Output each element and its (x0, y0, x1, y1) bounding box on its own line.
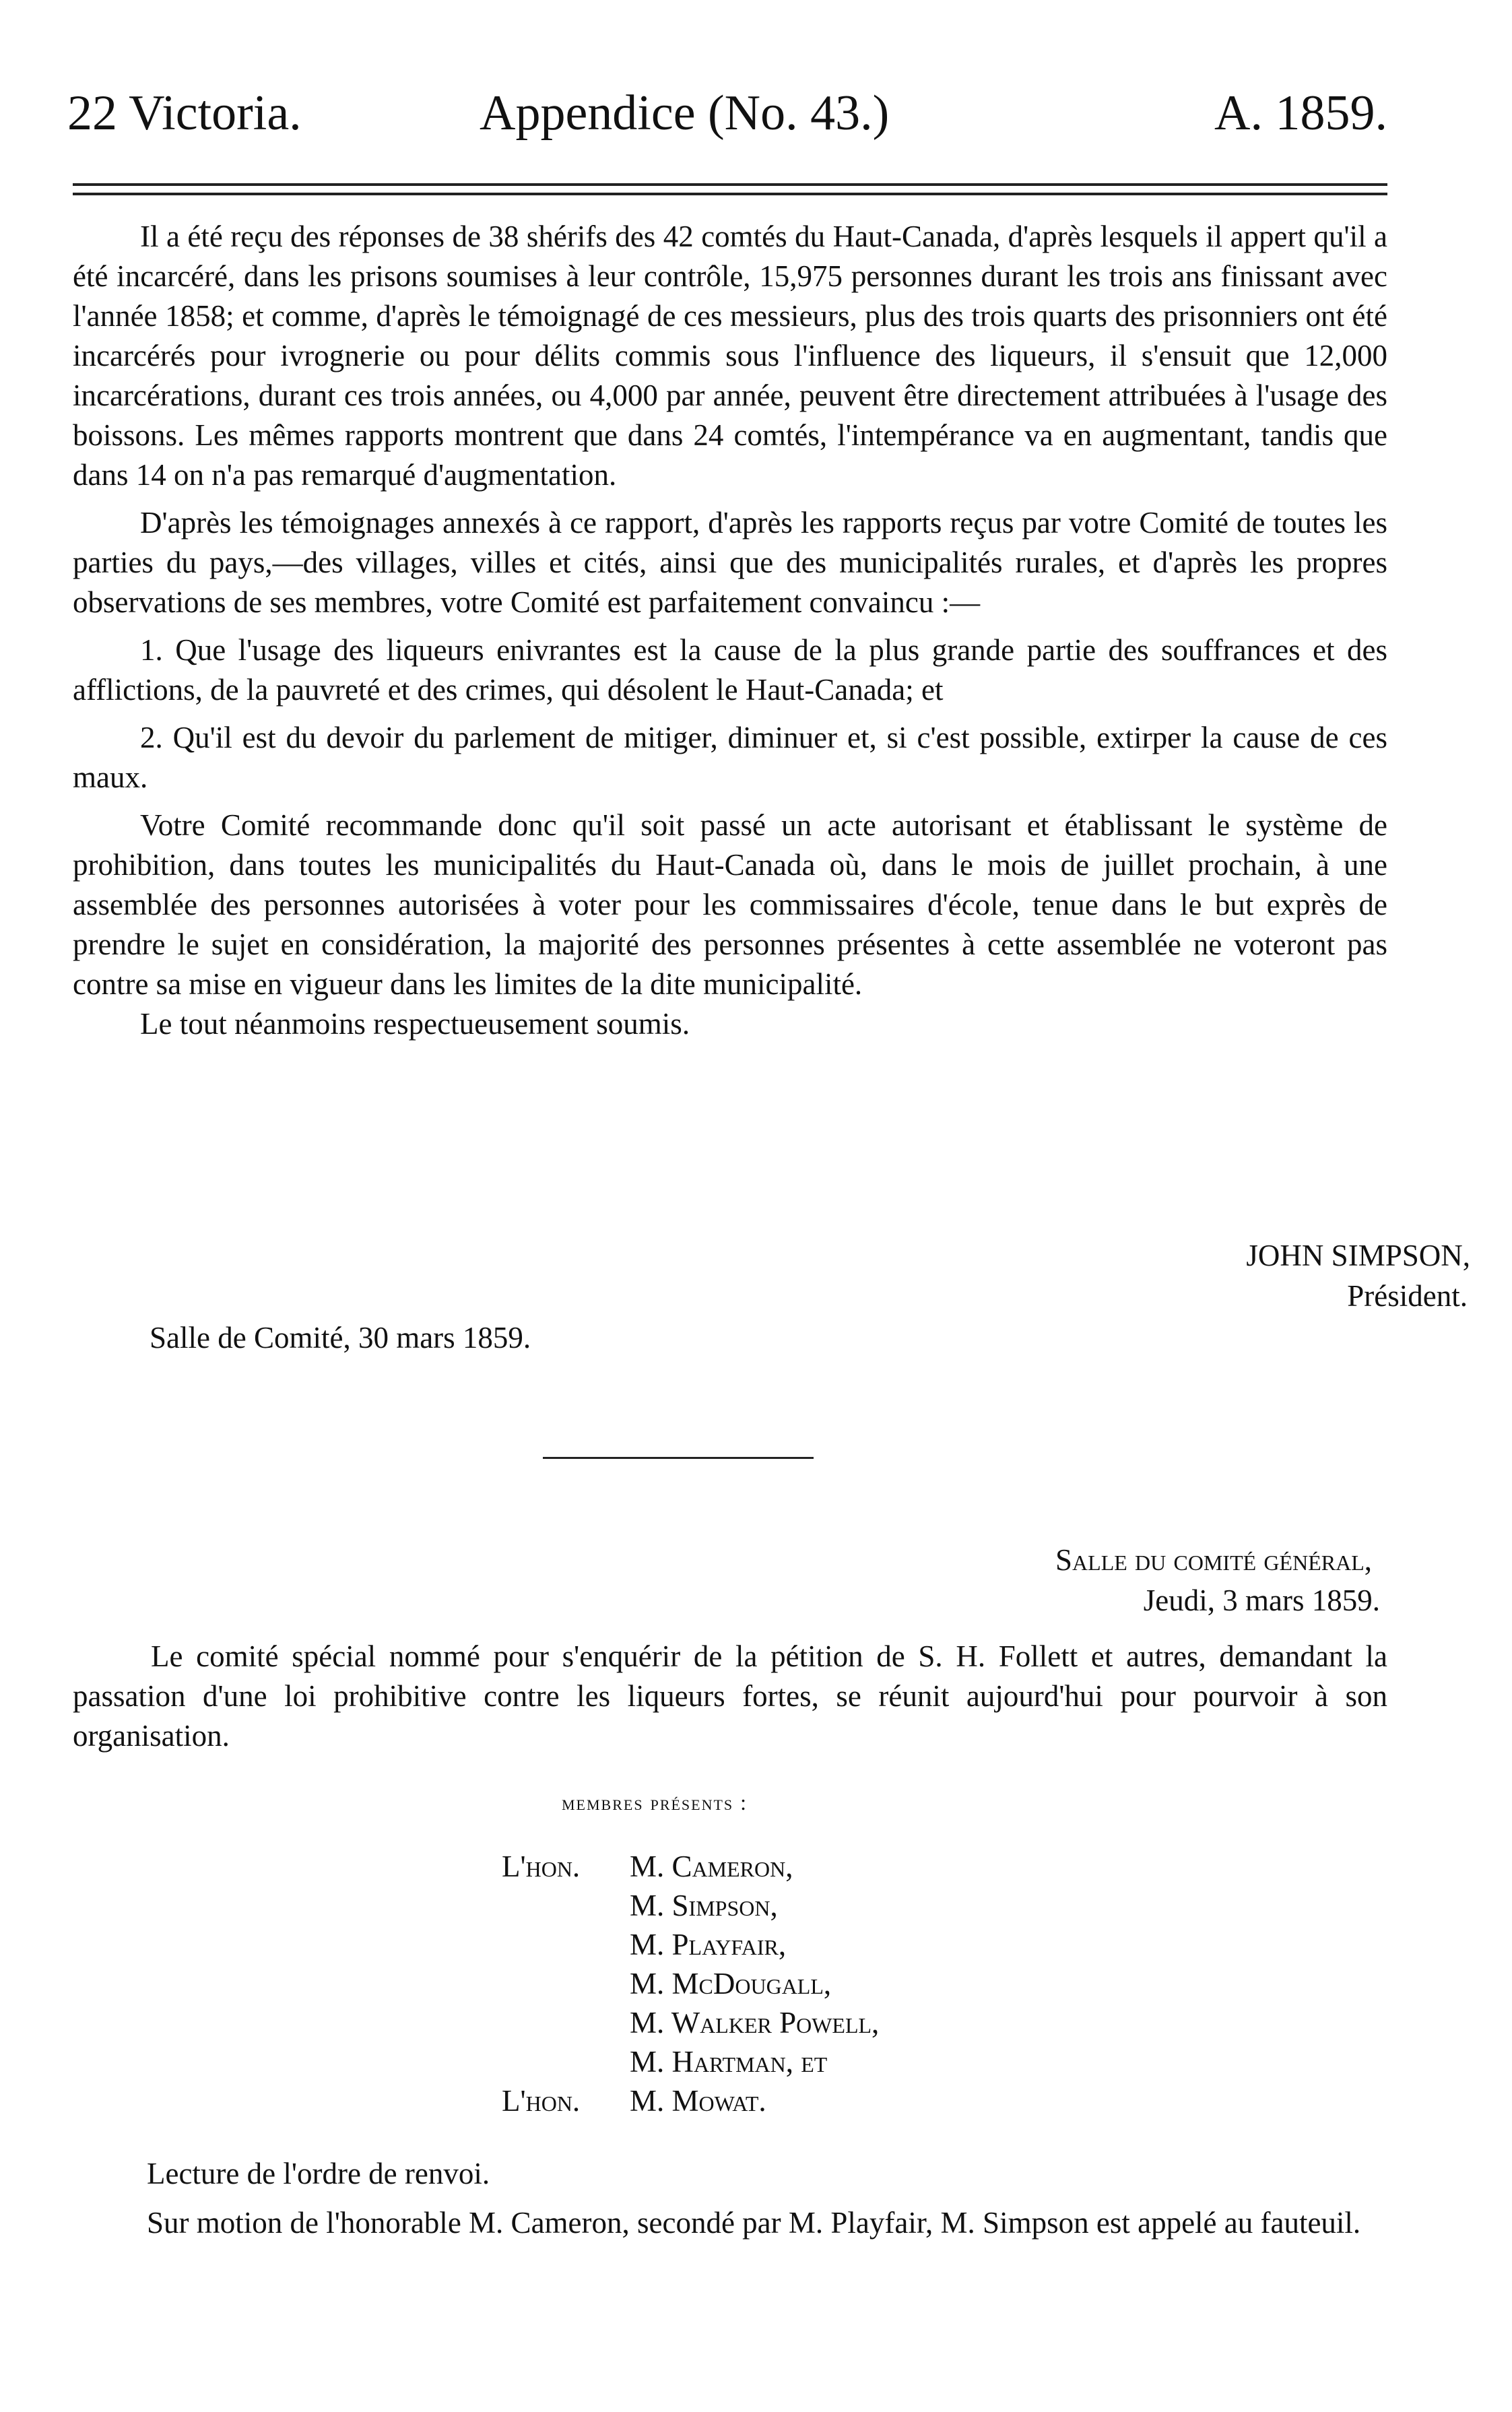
paragraph-point-2: 2. Qu'il est du devoir du parlement de mitiger, diminuer et, si c'est possible, extirper la cause de ces maux. (73, 721, 1387, 794)
header-session: 22 Victoria. (67, 86, 302, 141)
paragraph-sheriffs: Il a été reçu des réponses de 38 shérifs des 42 comtés du Haut-Canada, d'après lesquels il appert qu'il a été incarcéré, dans les prisons soumises à leur contrôle, 15,975 personnes durant les trois ans finissant avec l'année 1858; et comme, d'après le témoignagé de ces messieurs, plus des trois quarts des prisonniers ont été incarcérés pour ivrognerie ou pour délits commis sous l'influence des liqueurs, il s'ensuit que 12,000 incarcérations, durant ces trois années, ou 4,000 par année, peuvent être directement attribuées à l'usage des boissons. Les mêmes rapports montrent que dans 24 comtés, l'intempérance va en augmentant, tandis que dans 14 on n'a pas remarqué d'augmentation. (73, 220, 1387, 492)
member-prefix: L'hon. (502, 2084, 581, 2118)
meeting-intro-block (73, 1637, 1387, 1756)
signature-date: Salle de Comité, 30 mars 1859. (150, 1321, 531, 1355)
member-name: M. Walker Powell, (630, 2006, 880, 2040)
header-appendix: Appendice (No. 43.) (480, 86, 890, 141)
report-body (73, 217, 1387, 1044)
closing-reading: Lecture de l'ordre de renvoi. (147, 2157, 490, 2190)
paragraph-point-1: 1. Que l'usage des liqueurs enivrantes est la cause de la plus grande partie des souffrances et des afflictions, de la pauvreté et des crimes, qui désolent le Haut-Canada; et (73, 633, 1387, 707)
paragraph-recommendation: Votre Comité recommande donc qu'il soit passé un acte autorisant et établissant le système de prohibition, dans toutes les municipalités du Haut-Canada où, dans le mois de juillet prochain, à une assemblée des personnes autorisées à voter pour les commissaires d'école, tenue dans le but exprès de prendre le sujet en considération, la majorité des personnes présentes à cette assemblée ne voteront pas contre sa mise en vigueur dans les limites de la dite municipalité. (73, 808, 1387, 1001)
member-name: M. McDougall, (630, 1967, 832, 2000)
header-year: A. 1859. (1214, 86, 1387, 141)
paragraph-testimonies: D'après les témoignages annexés à ce rapport, d'après les rapports reçus par votre Comité de toutes les parties du pays,—des villages, villes et cités, ainsi que des municipalités rurales, et d'après les propres observations de ses membres, votre Comité est parfaitement convaincu :— (73, 506, 1387, 619)
member-prefix: L'hon. (502, 1850, 581, 1883)
member-name: M. Playfair, (630, 1928, 787, 1961)
meeting-place: Salle du comité général, (1055, 1543, 1372, 1577)
meeting-closing-block (73, 2154, 1387, 2252)
meeting-intro: Le comité spécial nommé pour s'enquérir de la pétition de S. H. Follett et autres, demandant la passation d'une loi prohibitive contre les liqueurs fortes, se réunit aujourd'hui pour pourvoir à son organisation. (73, 1639, 1387, 1753)
header-double-rule (73, 183, 1387, 195)
member-name: M. Mowat. (630, 2084, 766, 2118)
section-divider (543, 1457, 814, 1459)
member-name: M. Cameron, (630, 1850, 793, 1883)
signature-title: Président. (1347, 1279, 1468, 1313)
member-name: M. Simpson, (630, 1889, 778, 1922)
paragraph-submission: Le tout néanmoins respectueusement soumis. (140, 1007, 690, 1041)
meeting-date: Jeudi, 3 mars 1859. (1143, 1584, 1380, 1617)
member-name: M. Hartman, et (630, 2045, 828, 2079)
closing-motion: Sur motion de l'honorable M. Cameron, secondé par M. Playfair, M. Simpson est appelé au fauteuil. (147, 2206, 1361, 2240)
members-heading: membres présents : (562, 1790, 748, 1815)
page-header (67, 79, 1387, 147)
signature-name: JOHN SIMPSON, (1246, 1239, 1470, 1272)
